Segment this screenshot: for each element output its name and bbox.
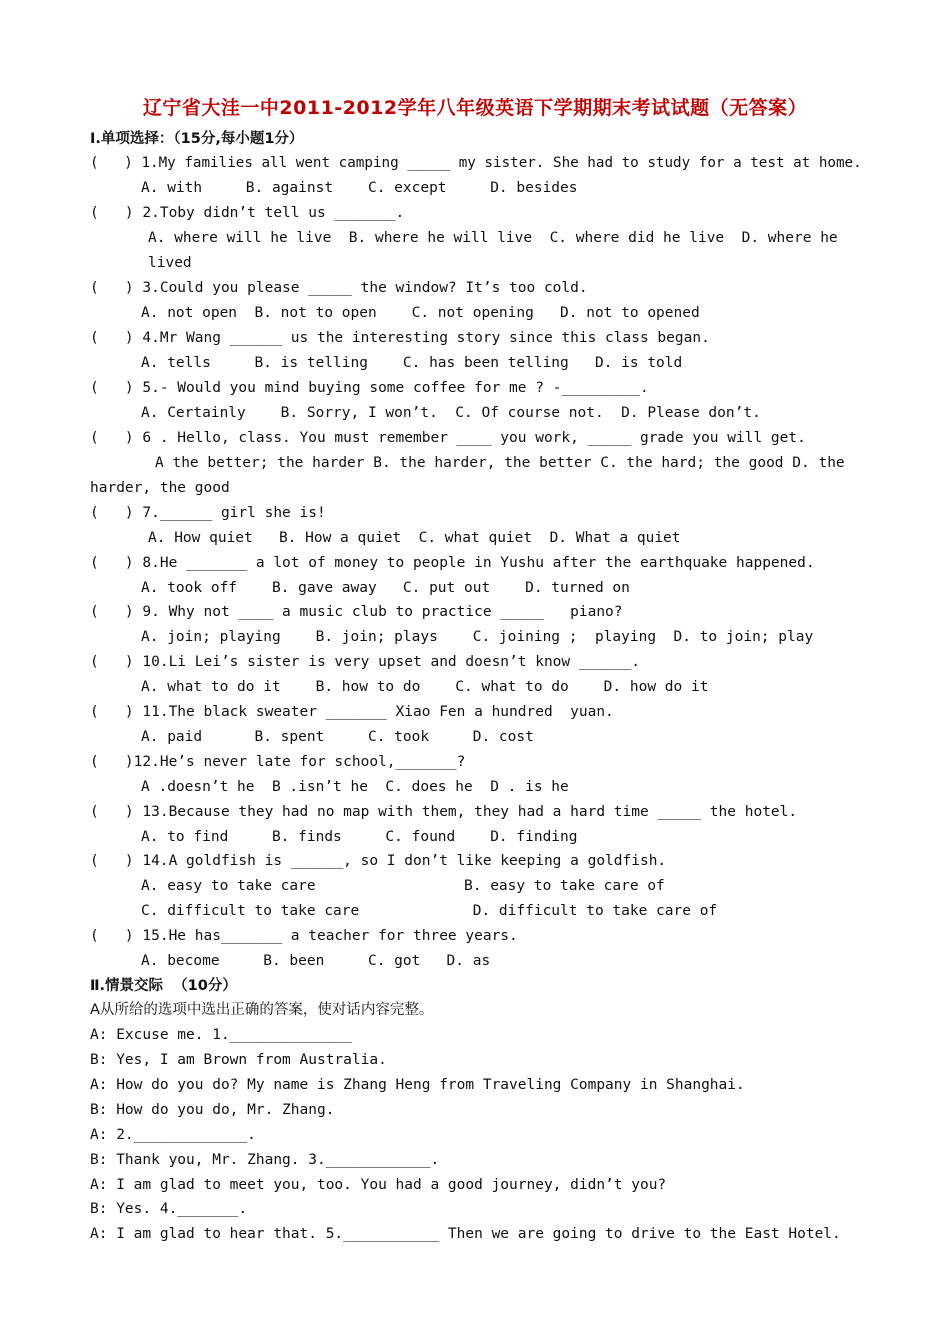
question-7: ( ) 7.______ girl she is! xyxy=(90,505,326,521)
question-2-options: A. where will he live B. where he will live C. where did he live D. where he xyxy=(148,230,838,246)
section-2-instruction: A从所给的选项中选出正确的答案，使对话内容完整。 xyxy=(90,1002,434,1018)
question-11-options: A. paid B. spent C. took D. cost xyxy=(141,729,534,745)
question-4-options: A. tells B. is telling C. has been telling D. is told xyxy=(141,355,683,371)
dialogue-line: A: I am glad to hear that. 5.___________ Then we are going to drive to the East Hotel. xyxy=(90,1226,841,1242)
question-15-options: A. become B. been C. got D. as xyxy=(141,953,491,969)
question-2-options-cont: lived xyxy=(148,255,192,271)
dialogue-line: A: 2._____________. xyxy=(90,1127,256,1143)
question-10: ( ) 10.Li Lei’s sister is very upset and doesn’t know ______. xyxy=(90,654,640,670)
question-8: ( ) 8.He _______ a lot of money to people in Yushu after the earthquake happened. xyxy=(90,555,815,571)
question-7-options: A. How quiet B. How a quiet C. what quiet D. What a quiet xyxy=(148,530,681,546)
question-3: ( ) 3.Could you please _____ the window? It’s too cold. xyxy=(90,280,588,296)
question-13: ( ) 13.Because they had no map with them, they had a hard time _____ the hotel. xyxy=(90,804,798,820)
question-14: ( ) 14.A goldfish is ______, so I don’t like keeping a goldfish. xyxy=(90,853,667,869)
question-14-options-row-1: A. easy to take care B. easy to take care of xyxy=(141,878,665,894)
question-12-options: A .doesn’t he B .isn’t he C. does he D . is he xyxy=(141,779,569,795)
dialogue-line: A: Excuse me. 1.______________ xyxy=(90,1027,352,1043)
dialogue-line: B: Thank you, Mr. Zhang. 3.____________. xyxy=(90,1152,440,1168)
question-5: ( ) 5.- Would you mind buying some coffee for me ? -_________. xyxy=(90,380,649,396)
question-12: ( )12.He’s never late for school,_______? xyxy=(90,754,466,770)
question-3-options: A. not open B. not to open C. not opening D. not to opened xyxy=(141,305,700,321)
dialogue-line: B: Yes. 4._______. xyxy=(90,1201,248,1217)
dialogue-line: B: How do you do, Mr. Zhang. xyxy=(90,1102,335,1118)
section-2-heading: Ⅱ.情景交际 （10分） xyxy=(90,978,237,994)
question-14-options-row-2: C. difficult to take care D. difficult to take care of xyxy=(141,903,718,919)
question-4: ( ) 4.Mr Wang ______ us the interesting story since this class began. xyxy=(90,330,710,346)
question-9: ( ) 9. Why not ____ a music club to practice _____ piano? xyxy=(90,604,623,620)
question-1-options: A. with B. against C. except D. besides xyxy=(141,180,578,196)
dialogue-line: A: How do you do? My name is Zhang Heng from Traveling Company in Shanghai. xyxy=(90,1077,745,1093)
question-15: ( ) 15.He has_______ a teacher for three years. xyxy=(90,928,518,944)
question-13-options: A. to find B. finds C. found D. finding xyxy=(141,829,578,845)
question-9-options: A. join; playing B. join; plays C. joining ; playing D. to join; play xyxy=(141,629,814,645)
question-1: ( ) 1.My families all went camping _____ my sister. She had to study for a test at home. xyxy=(90,155,862,171)
question-10-options: A. what to do it B. how to do C. what to do D. how do it xyxy=(141,679,709,695)
dialogue-line: B: Yes, I am Brown from Australia. xyxy=(90,1052,387,1068)
question-5-options: A. Certainly B. Sorry, I won’t. C. Of course not. D. Please don’t. xyxy=(141,405,761,421)
dialogue-line: A: I am glad to meet you, too. You had a good journey, didn’t you? xyxy=(90,1177,667,1193)
question-6-options-cont: harder, the good xyxy=(90,480,230,496)
question-11: ( ) 11.The black sweater _______ Xiao Fen a hundred yuan. xyxy=(90,704,614,720)
question-8-options: A. took off B. gave away C. put out D. turned on xyxy=(141,580,630,596)
question-2: ( ) 2.Toby didn’t tell us _______. xyxy=(90,205,405,221)
question-6-options: A the better; the harder B. the harder, the better C. the hard; the good D. the xyxy=(155,455,845,471)
document-title: 辽宁省大洼一中2011-2012学年八年级英语下学期期末考试试题（无答案） xyxy=(142,97,808,119)
section-1-heading: Ⅰ.单项选择：（15分,每小题1分） xyxy=(90,131,304,147)
question-6: ( ) 6 . Hello, class. You must remember ____ you work, _____ grade you will get. xyxy=(90,430,806,446)
